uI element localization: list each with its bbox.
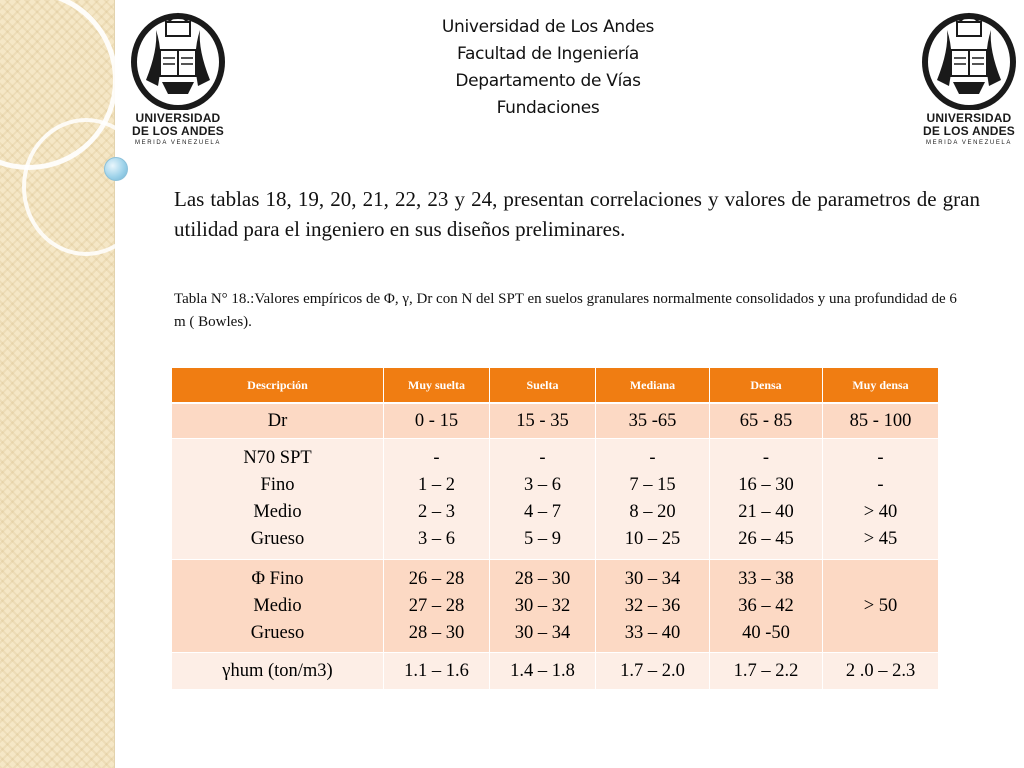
- table-row: [172, 560, 939, 653]
- table-header-row: [172, 368, 939, 404]
- table-row: [172, 439, 939, 560]
- intro-paragraph: Las tablas 18, 19, 20, 21, 22, 23 y 24, presentan correlaciones y valores de parametros de gran utilidad para el ingeniero en sus diseños preliminares.: [174, 187, 980, 241]
- logo-location: MERIDA VENEZUELA: [135, 140, 221, 146]
- cell-line: -: [877, 475, 884, 495]
- spt-correlation-table: [171, 367, 939, 690]
- cell-line: Grueso: [250, 529, 305, 549]
- table-cell: [710, 653, 823, 690]
- page-header: [380, 14, 716, 122]
- cell-line: > 50: [863, 595, 898, 616]
- cell-line: 36 – 42: [738, 595, 794, 616]
- table-cell: [384, 439, 490, 560]
- cell-line: Grueso: [250, 622, 305, 643]
- header-faculty: Facultad de Ingeniería: [457, 44, 639, 64]
- cell-line: 8 – 20: [629, 502, 676, 522]
- university-logo-left: [128, 10, 228, 150]
- cell-line: 1.1 – 1.6: [404, 660, 469, 681]
- cell-line: 10 – 25: [624, 529, 681, 549]
- cell-line: Φ Fino: [251, 568, 304, 589]
- cell-line: 3 – 6: [418, 529, 455, 549]
- cell-line: -: [762, 448, 770, 468]
- table-cell: [490, 403, 596, 439]
- cell-line: Medio: [253, 502, 302, 522]
- table-cell: [384, 653, 490, 690]
- table-cell: [596, 403, 710, 439]
- decorative-dot: [104, 157, 128, 181]
- cell-line: 16 – 30: [738, 475, 794, 495]
- cell-line: 21 – 40: [738, 502, 794, 522]
- table-cell: [172, 439, 384, 560]
- cell-line: 4 – 7: [524, 502, 561, 522]
- table-cell: [172, 653, 384, 690]
- cell-line: 15 - 35: [516, 410, 569, 431]
- table-cell: [596, 560, 710, 653]
- logo-location: MERIDA VENEZUELA: [926, 140, 1012, 146]
- cell-line: -: [433, 448, 440, 468]
- cell-line: 30 – 34: [514, 622, 571, 643]
- table-cell: [172, 403, 384, 439]
- table-cell: [823, 439, 939, 560]
- logo-name-line2: DE LOS ANDES: [923, 124, 1015, 138]
- cell-line: 65 - 85: [739, 410, 793, 431]
- logo-name-line1: UNIVERSIDAD: [135, 111, 221, 125]
- column-header: Muy suelta: [384, 368, 490, 404]
- cell-line: 30 – 34: [624, 568, 681, 589]
- table-cell: [596, 653, 710, 690]
- cell-line: 85 - 100: [849, 410, 912, 431]
- column-header: Descripción: [172, 368, 384, 404]
- decorative-sidebar: [0, 0, 115, 768]
- cell-line: 3 – 6: [524, 475, 561, 495]
- cell-line: 0 - 15: [414, 410, 459, 431]
- table-cell: [384, 403, 490, 439]
- cell-line: 33 – 40: [624, 622, 681, 643]
- cell-line: > 40: [863, 502, 898, 522]
- cell-line: 1.4 – 1.8: [510, 660, 575, 681]
- cell-line: 28 – 30: [514, 568, 571, 589]
- logo-name-line2: DE LOS ANDES: [132, 124, 224, 138]
- table-cell: [384, 560, 490, 653]
- header-university: Universidad de Los Andes: [441, 17, 655, 37]
- cell-line: 26 – 28: [408, 568, 465, 589]
- university-seal-icon: [128, 10, 228, 110]
- cell-line: -: [649, 448, 656, 468]
- cell-line: 1.7 – 2.2: [733, 660, 799, 681]
- cell-line: 30 – 32: [514, 595, 571, 616]
- cell-line: 28 – 30: [408, 622, 465, 643]
- cell-line: -: [539, 448, 546, 468]
- column-header: Densa: [710, 368, 823, 404]
- cell-line: 26 – 45: [738, 529, 794, 549]
- table-row: [172, 403, 939, 439]
- header-department: Departamento de Vías: [455, 71, 641, 91]
- university-logo-right: [919, 10, 1019, 150]
- cell-line: -: [877, 448, 884, 468]
- table-cell: [596, 439, 710, 560]
- cell-line: 7 – 15: [629, 475, 676, 495]
- cell-line: 40 -50: [742, 622, 790, 643]
- cell-line: γhum (ton/m3): [222, 660, 333, 681]
- table-cell: [710, 560, 823, 653]
- table-cell: [172, 560, 384, 653]
- column-header: Suelta: [490, 368, 596, 404]
- table-cell: [823, 653, 939, 690]
- table-caption: Tabla N° 18.:Valores empíricos de Φ, γ, Dr con N del SPT en suelos granulares normalmente consolidados y una profundidad de 6 m ( Bowles).: [174, 291, 957, 330]
- cell-line: 2 .0 – 2.3: [845, 660, 916, 681]
- column-header: Mediana: [596, 368, 710, 404]
- table-body: [172, 403, 939, 690]
- header-course: Fundaciones: [496, 98, 600, 118]
- cell-line: 1 – 2: [418, 475, 455, 495]
- cell-line: > 45: [863, 529, 898, 549]
- cell-line: 27 – 28: [408, 595, 465, 616]
- cell-line: 5 – 9: [524, 529, 561, 549]
- cell-line: N70 SPT: [243, 448, 312, 468]
- logo-name-line1: UNIVERSIDAD: [926, 111, 1012, 125]
- cell-line: 32 – 36: [624, 595, 681, 616]
- cell-line: Dr: [267, 410, 288, 431]
- cell-line: 1.7 – 2.0: [620, 660, 685, 681]
- table-row: [172, 653, 939, 690]
- university-seal-icon: [919, 10, 1019, 110]
- table-cell: [490, 653, 596, 690]
- cell-line: 33 – 38: [738, 568, 794, 589]
- cell-line: 2 – 3: [418, 502, 455, 522]
- table-cell: [823, 560, 939, 653]
- table-cell: [490, 560, 596, 653]
- column-header: Muy densa: [823, 368, 939, 404]
- cell-line: Medio: [253, 595, 302, 616]
- table-cell: [823, 403, 939, 439]
- table-cell: [710, 439, 823, 560]
- table-cell: [490, 439, 596, 560]
- cell-line: Fino: [260, 475, 295, 495]
- table-cell: [710, 403, 823, 439]
- cell-line: 35 -65: [628, 410, 677, 431]
